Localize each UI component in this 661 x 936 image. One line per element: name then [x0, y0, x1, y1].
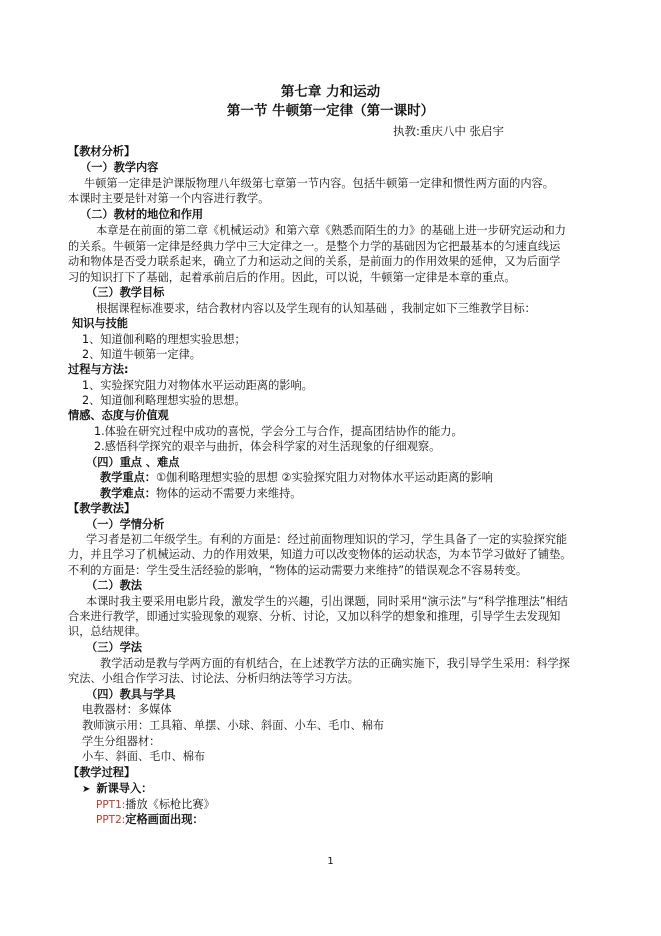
- paragraph-line: 牛顿第一定律是沪课版物理八年级第七章第一节内容。包括牛顿第一定律和惯性两方面的内容。: [84, 177, 554, 190]
- section-heading-textbook-analysis: 【教材分析】: [68, 145, 136, 158]
- subheading-key-points: （四）重点 、难点: [86, 456, 180, 469]
- ppt1-label: PPT1:: [96, 799, 126, 811]
- paragraph-line: 识，总结规律。: [68, 625, 147, 638]
- difficulty-label: 教学难点：: [100, 487, 156, 500]
- ppt1-line: [96, 797, 215, 813]
- paragraph-line: 力，并且学习了机械运动、力的作用效果，知道力可以改变物体的运动状态，为本节学习做好了铺垫。: [68, 548, 572, 561]
- intro-text: 新课导入：: [96, 782, 153, 795]
- arrow-bullet-icon: ➤: [82, 784, 91, 795]
- tools-line: 学生分组器材：: [82, 735, 161, 748]
- tools-line: 小车、斜面、毛巾、棉布: [82, 750, 206, 763]
- paragraph-line: 教学活动是教与学两方面的有机结合，在上述教学方法的正确实施下，我引导学生采用：科学探: [100, 657, 570, 670]
- subheading-learner-analysis: （一）学情分析: [86, 518, 165, 531]
- goal-heading-process: 过程与方法:: [68, 363, 129, 376]
- subheading-teaching-method: （二）教法: [86, 579, 142, 592]
- ppt2-label: PPT2:: [96, 814, 126, 826]
- ppt2-text: 定格画面出现：: [125, 813, 204, 826]
- key-point-line: [100, 470, 493, 485]
- paragraph-line: 本章是在前面的第二章《机械运动》和第六章《熟悉而陌生的力》的基础上进一步研究运动和力: [96, 224, 566, 237]
- tools-line: 教师演示用：工具箱、单摆、小球、斜面、小车、毛巾、棉布: [82, 719, 385, 732]
- subheading-tools: （四）教具与学具: [86, 688, 176, 701]
- paragraph-line: 动和物体是否受力联系起来，确立了力和运动之间的关系，是前面力的作用效果的延伸，又为后面学: [68, 255, 561, 268]
- section-heading-process: 【教学过程】: [68, 766, 136, 779]
- goal-item: 2.感悟科学探究的艰辛与曲折，体会科学家的对生活现象的仔细观察。: [94, 440, 441, 453]
- chapter-title: 第七章 力和运动: [280, 84, 381, 100]
- subheading-learning-method: （三）学法: [86, 641, 142, 654]
- paragraph-line: 究法、小组合作学习法、讨论法、分析归纳法等学习方法。: [68, 672, 359, 685]
- paragraph-line: 学习者是初二年级学生。有利的方面是：经过前面物理知识的学习，学生具备了一定的实验探究能: [86, 533, 568, 546]
- difficulty-line: [100, 486, 301, 501]
- paragraph-line: 根据课程标准要求，结合教材内容以及学生现有的认知基础 ，我制定如下三维教学目标：: [96, 302, 536, 315]
- goal-item: 2、知道伽利略理想实验的思想。: [82, 394, 246, 407]
- paragraph-line: 合来进行教学，即通过实验现象的观察、分析、讨论，又加以科学的想象和推理，引导学生去发现知: [68, 610, 561, 623]
- paragraph-line: 的关系。牛顿第一定律是经典力学中三大定律之一。是整个力学的基础因为它把最基本的匀速直线运: [68, 240, 561, 253]
- ppt1-text: 播放《标枪比赛》: [125, 798, 215, 811]
- subheading-content: （一）教学内容: [80, 161, 159, 174]
- difficulty-text: 物体的运动不需要力来维持。: [155, 487, 302, 500]
- subheading-goals: （三）教学目标: [86, 286, 165, 299]
- paragraph-line: 本课时我主要采用电影片段，激发学生的兴趣，引出课题，同时采用“演示法”与“科学推理法”相结: [86, 595, 568, 608]
- goal-item: 2、知道牛顿第一定律。: [82, 348, 201, 361]
- intro-line: [82, 781, 152, 797]
- goal-item: 1.体验在研究过程中成功的喜悦，学会分工与合作，提高团结协作的能力。: [94, 425, 463, 438]
- paragraph-line: 习的知识打下了基础，起着承前启后的作用。因此，可以说，牛顿第一定律是本章的重点。: [68, 271, 516, 284]
- tools-line: 电教器材：多媒体: [82, 703, 172, 716]
- goal-heading-knowledge: 知识与技能: [72, 317, 128, 330]
- goal-heading-values: 情感、态度与价值观: [68, 409, 169, 422]
- section-heading-methods: 【教学教法】: [68, 502, 136, 515]
- ppt2-line: [96, 812, 204, 828]
- subheading-role: （二）教材的地位和作用: [80, 208, 204, 221]
- goal-item: 1、实验探究阻力对物体水平运动距离的影响。: [82, 379, 313, 392]
- paragraph-line: 本课时主要是针对第一个内容进行教学。: [68, 192, 270, 205]
- author-line: 执教:重庆八中 张启宇: [393, 124, 505, 138]
- page-number: 1: [327, 856, 334, 867]
- key-point-text: ①伽利略理想实验的思想 ②实验探究阻力对物体水平运动距离的影响: [155, 471, 493, 484]
- section-title: 第一节 牛顿第一定律（第一课时）: [226, 103, 435, 119]
- goal-item: 1、知道伽利略的理想实验思想；: [82, 333, 246, 346]
- key-point-label: 教学重点：: [100, 471, 156, 484]
- paragraph-line: 不利的方面是：学生受生活经验的影响，“物体的运动需要力来维持”的错误观念不容易转变。: [68, 564, 528, 577]
